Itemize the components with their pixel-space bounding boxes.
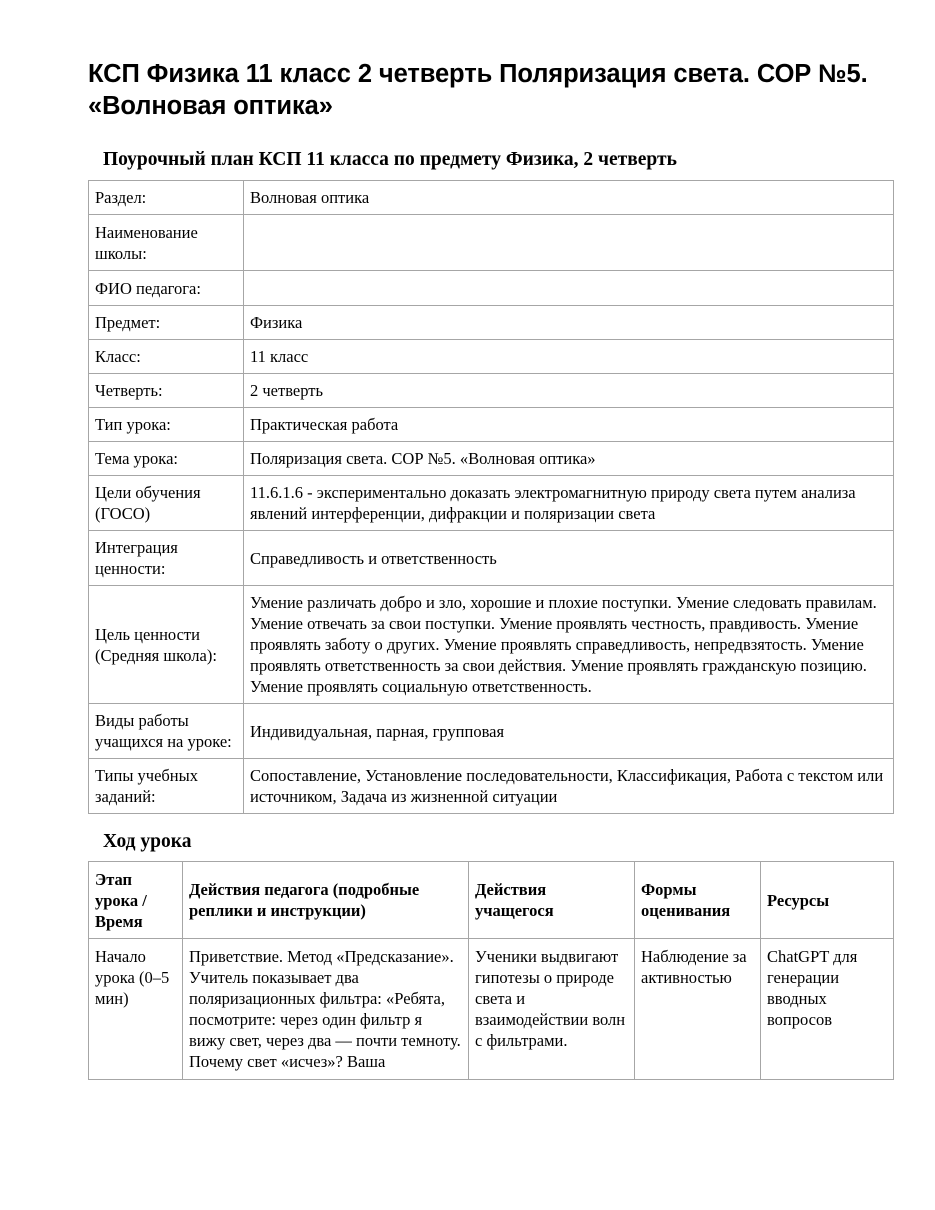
info-label: Виды работы учащихся на уроке: bbox=[89, 704, 244, 759]
info-value: Поляризация света. СОР №5. «Волновая оптика» bbox=[244, 442, 894, 476]
assessment-cell: Наблюдение за активностью bbox=[635, 939, 761, 1080]
info-value: Справедливость и ответственность bbox=[244, 531, 894, 586]
column-header-teacher-actions: Действия педагога (подробные реплики и инструкции) bbox=[183, 862, 469, 939]
info-row-quarter bbox=[89, 374, 894, 408]
info-label: Типы учебных заданий: bbox=[89, 759, 244, 814]
info-value: Физика bbox=[244, 306, 894, 340]
info-row-task-types bbox=[89, 759, 894, 814]
info-label: Цель ценности (Средняя школа): bbox=[89, 586, 244, 704]
info-label: Предмет: bbox=[89, 306, 244, 340]
lesson-stage-cell: Начало урока (0–5 мин) bbox=[89, 939, 183, 1080]
lesson-progress-heading: Ход урока bbox=[103, 831, 192, 852]
lesson-progress-table bbox=[88, 861, 894, 1080]
column-header-assessment: Формы оценивания bbox=[635, 862, 761, 939]
info-label: Тема урока: bbox=[89, 442, 244, 476]
info-value: Сопоставление, Установление последовательности, Классификация, Работа с текстом или источником, Задача из жизненной ситуации bbox=[244, 759, 894, 814]
column-header-resources: Ресурсы bbox=[761, 862, 894, 939]
info-row-lesson-topic bbox=[89, 442, 894, 476]
info-row-grade bbox=[89, 340, 894, 374]
column-header-student-actions: Действия учащегося bbox=[469, 862, 635, 939]
info-value bbox=[244, 215, 894, 271]
info-value: 11.6.1.6 - экспериментально доказать электромагнитную природу света путем анализа явлений интерференции, дифракции и поляризации света bbox=[244, 476, 894, 531]
info-row-learning-goals bbox=[89, 476, 894, 531]
info-value: 2 четверть bbox=[244, 374, 894, 408]
info-label: Наименование школы: bbox=[89, 215, 244, 271]
info-value bbox=[244, 271, 894, 306]
info-label: Тип урока: bbox=[89, 408, 244, 442]
info-row-school bbox=[89, 215, 894, 271]
info-label: Раздел: bbox=[89, 181, 244, 215]
info-label: Цели обучения (ГОСО) bbox=[89, 476, 244, 531]
table-row bbox=[89, 939, 894, 1080]
info-row-subject bbox=[89, 306, 894, 340]
column-header-stage: Этап урока / Время bbox=[89, 862, 183, 939]
resources-cell: ChatGPT для генерации вводных вопросов bbox=[761, 939, 894, 1080]
info-value: Индивидуальная, парная, групповая bbox=[244, 704, 894, 759]
info-value: Умение различать добро и зло, хорошие и плохие поступки. Умение следовать правилам. Умение отвечать за свои поступки. Умение проявлять честность, правдивость. Умение проявлять заботу о других. Умение проявлять справедливость, непредвзятость. Умение проявлять ответственность за свои действия. Умение проявлять гражданскую позицию. Умение проявлять социальную ответственность. bbox=[244, 586, 894, 704]
info-row-lesson-type bbox=[89, 408, 894, 442]
info-label: Четверть: bbox=[89, 374, 244, 408]
info-row-work-types bbox=[89, 704, 894, 759]
info-label: Класс: bbox=[89, 340, 244, 374]
info-label: Интеграция ценности: bbox=[89, 531, 244, 586]
info-row-value-goal bbox=[89, 586, 894, 704]
info-value: Волновая оптика bbox=[244, 181, 894, 215]
info-row-value-integration bbox=[89, 531, 894, 586]
teacher-actions-cell: Приветствие. Метод «Предсказание». Учитель показывает два поляризационных фильтра: «Ребята, посмотрите: через один фильтр я вижу свет, через два — почти темноту. Почему свет «исчез»? Ваша bbox=[183, 939, 469, 1080]
lesson-info-table bbox=[88, 180, 894, 814]
student-actions-cell: Ученики выдвигают гипотезы о природе света и взаимодействии волн с фильтрами. bbox=[469, 939, 635, 1080]
info-label: ФИО педагога: bbox=[89, 271, 244, 306]
plan-heading: Поурочный план КСП 11 класса по предмету Физика, 2 четверть bbox=[103, 149, 677, 170]
info-value: Практическая работа bbox=[244, 408, 894, 442]
document-page bbox=[88, 58, 893, 1080]
info-value: 11 класс bbox=[244, 340, 894, 374]
lesson-table-header-row bbox=[89, 862, 894, 939]
info-row-section bbox=[89, 181, 894, 215]
document-title: КСП Физика 11 класс 2 четверть Поляризация света. СОР №5. «Волновая оптика» bbox=[88, 60, 868, 120]
info-row-teacher bbox=[89, 271, 894, 306]
